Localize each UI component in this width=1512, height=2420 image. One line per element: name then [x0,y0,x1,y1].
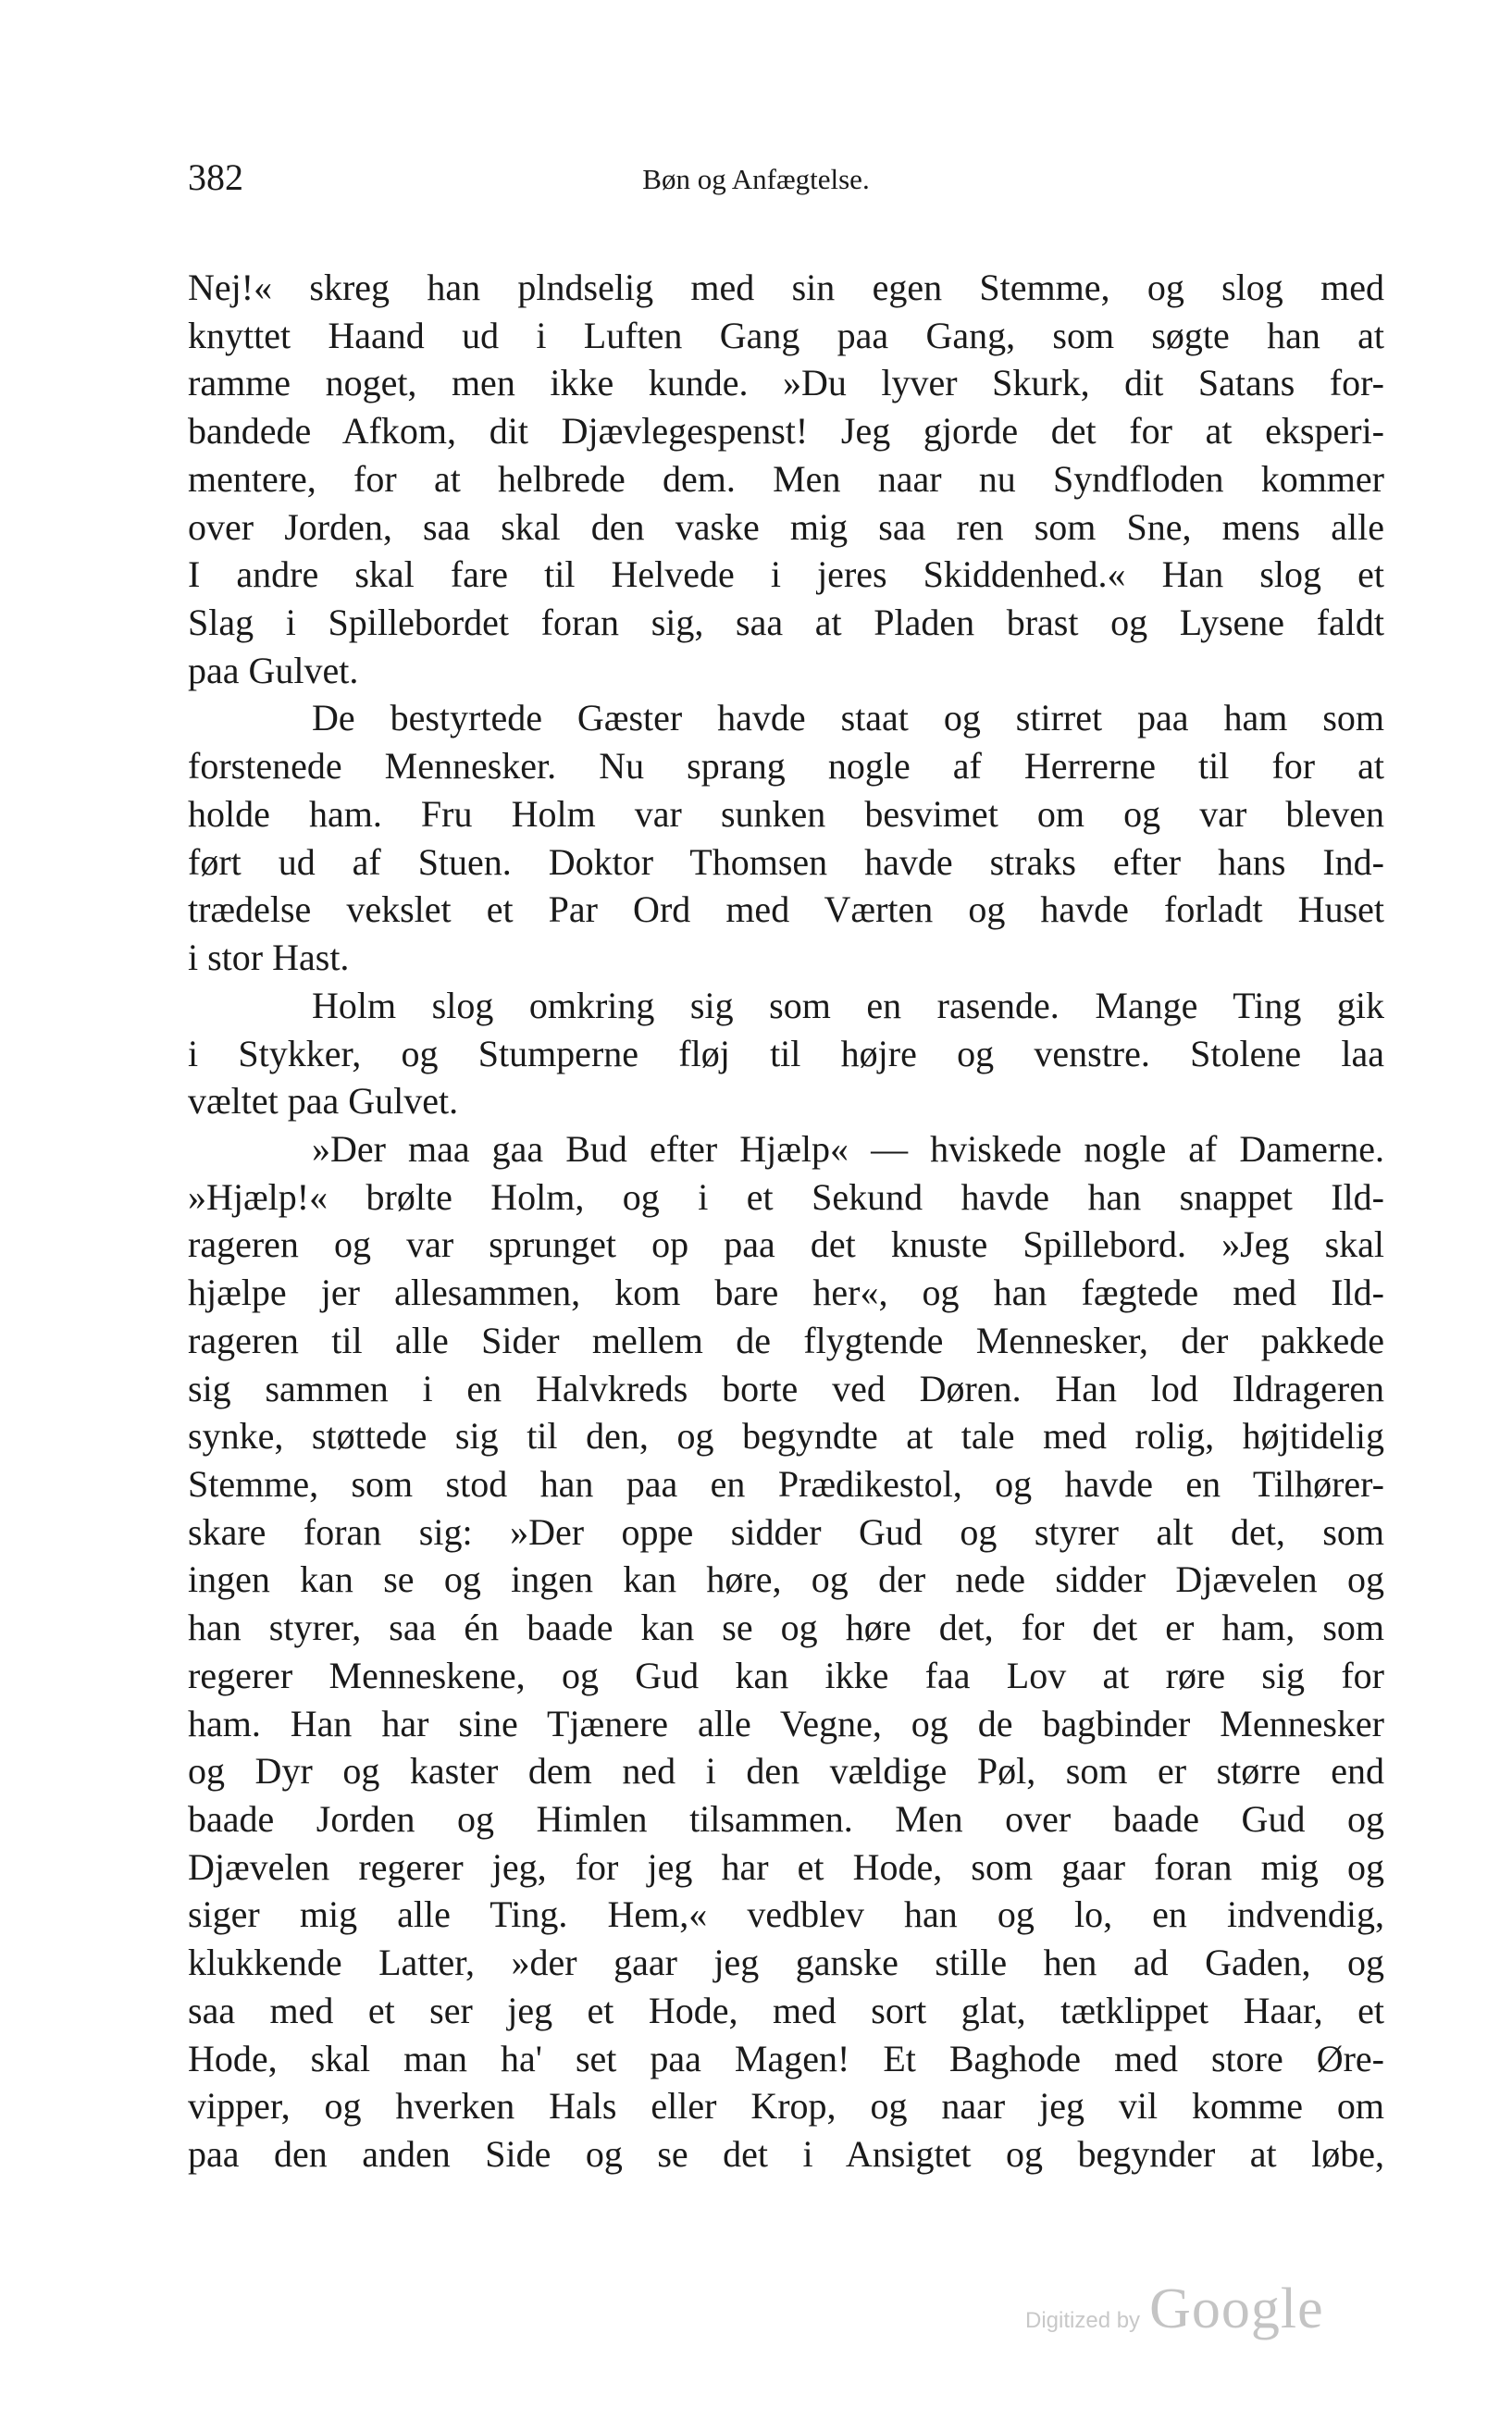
text-line: han styrer, saa én baade kan se og høre det, for det er ham, som [188,1607,1384,1649]
digitized-label: Digitized by [1025,2308,1141,2333]
text-line: væltet paa Gulvet. [188,1080,459,1123]
text-line: og Dyr og kaster dem ned i den vældige Pøl, som er større end [188,1750,1384,1793]
text-line: ham. Han har sine Tjænere alle Vegne, og de bagbinder Mennesker [188,1702,1384,1744]
text-line: De bestyrtede Gæster havde staat og stirret paa ham som [312,697,1384,739]
text-line: I andre skal fare til Helvede i jeres Skiddenhed.« Han slog et [188,553,1384,596]
body-text [188,264,1384,2178]
text-line: vipper, og hverken Hals eller Krop, og naar jeg vil komme om [188,2085,1384,2128]
text-line: »Der maa gaa Bud efter Hjælp« — hviskede nogle af Damerne. [312,1127,1384,1170]
text-line: Stemme, som stod han paa en Prædikestol, og havde en Tilhører- [188,1462,1384,1505]
text-line: forstenede Mennesker. Nu sprang nogle af Herrerne til for at [188,745,1384,788]
text-line: rageren og var sprunget op paa det knuste Spillebord. »Jeg skal [188,1223,1384,1266]
page-number: 382 [188,156,243,198]
text-line: sig sammen i en Halvkreds borte ved Døren. Han lod Ildrageren [188,1367,1384,1409]
text-line: Hode, skal man ha' set paa Magen! Et Baghode med store Øre- [188,2037,1384,2079]
text-line: mentere, for at helbrede dem. Men naar nu Syndfloden kommer [188,457,1384,500]
text-line: i Stykker, og Stumperne fløj til højre og venstre. Stolene laa [188,1032,1384,1074]
text-line: klukkende Latter, »der gaar jeg ganske stille hen ad Gaden, og [188,1942,1384,1984]
text-line: ramme noget, men ikke kunde. »Du lyver Skurk, dit Satans for- [188,362,1384,404]
text-line: ingen kan se og ingen kan høre, og der nede sidder Djævelen og [188,1558,1384,1601]
text-line: Djævelen regerer jeg, for jeg har et Hode, som gaar foran mig og [188,1845,1384,1888]
running-title: Bøn og Anfægtelse. [642,163,870,195]
text-line: rageren til alle Sider mellem de flygtende Mennesker, der pakkede [188,1319,1384,1361]
text-line: »Hjælp!« brølte Holm, og i et Sekund havde han snappet Ild- [188,1175,1384,1218]
google-logo: Google [1149,2277,1324,2340]
text-line: paa den anden Side og se det i Ansigtet og begynder at løbe, [188,2133,1384,2176]
text-line: over Jorden, saa skal den vaske mig saa ren som Sne, mens alle [188,505,1384,548]
text-line: Slag i Spillebordet foran sig, saa at Pladen brast og Lysene faldt [188,602,1384,644]
text-line: siger mig alle Ting. Hem,« vedblev han og lo, en indvendig, [188,1893,1384,1936]
text-line: saa med et ser jeg et Hode, med sort glat, tætklippet Haar, et [188,1989,1384,2031]
text-line: regerer Menneskene, og Gud kan ikke faa Lov at røre sig for [188,1654,1384,1696]
text-line: Nej!« skreg han plndselig med sin egen Stemme, og slog med [188,267,1384,308]
text-line: knyttet Haand ud i Luften Gang paa Gang, som søgte han at [188,314,1384,356]
text-line: trædelse vekslet et Par Ord med Værten og havde forladt Huset [188,888,1384,931]
text-line: bandede Afkom, dit Djævlegespenst! Jeg gjorde det for at eksperi- [188,410,1384,453]
text-line: Holm slog omkring sig som en rasende. Mange Ting gik [312,984,1384,1026]
text-line: hjælpe jer allesammen, kom bare her«, og han fægtede med Ild- [188,1272,1384,1314]
text-line: holde ham. Fru Holm var sunken besvimet om og var bleven [188,792,1384,835]
text-line: ført ud af Stuen. Doktor Thomsen havde straks efter hans Ind- [188,840,1384,883]
text-line: synke, støttede sig til den, og begyndte at tale med rolig, højtidelig [188,1415,1384,1458]
text-line: baade Jorden og Himlen tilsammen. Men over baade Gud og [188,1798,1384,1840]
text-line: paa Gulvet. [188,649,359,691]
text-line: skare foran sig: »Der oppe sidder Gud og styrer alt det, som [188,1510,1384,1553]
digitized-watermark [1025,2277,1324,2342]
text-line: i stor Hast. [188,937,350,979]
